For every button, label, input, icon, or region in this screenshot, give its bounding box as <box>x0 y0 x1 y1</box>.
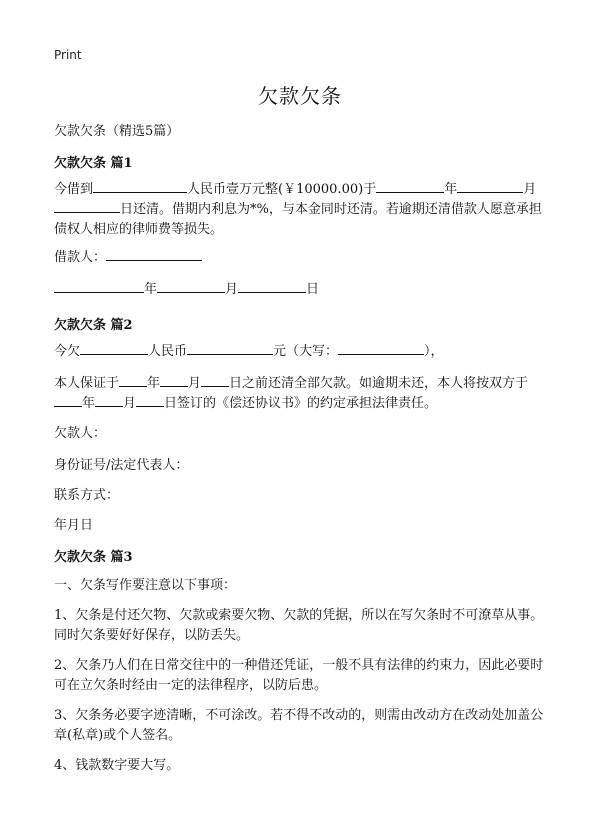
section-heading-2: 欠款欠条 篇2 <box>54 318 133 333</box>
text-segment: 人民币 <box>148 344 188 359</box>
section-3-intro: 一、欠条写作要注意以下事项： <box>54 578 237 593</box>
section-2-paragraph-2 <box>54 374 549 414</box>
text-segment: 今欠 <box>54 344 81 359</box>
fill-blank <box>119 374 147 387</box>
text-segment: 年 <box>444 182 458 197</box>
fill-blank <box>187 342 273 355</box>
text-segment: 月 <box>188 376 202 391</box>
fill-blank <box>457 180 523 193</box>
fill-blank <box>93 180 187 193</box>
date-month: 月 <box>225 282 239 297</box>
text-segment: 月 <box>123 396 137 411</box>
fill-blank <box>80 342 148 355</box>
date-day: 日 <box>306 282 320 297</box>
document-title: 欠款欠条 <box>258 84 342 108</box>
date-label: 年月日 <box>54 518 94 533</box>
list-item: 2、欠条乃人们在日常交往中的一种借还凭证，一般不具有法律的约束力，因此必要时可在立欠条时经由一定的法律程序，以防后患。 <box>54 658 544 693</box>
fill-blank <box>54 280 144 293</box>
text-segment: 日还清。借期内利息为*%，与本金同时还清。若逾期还清借款人愿意承担债权人相应的律师费等损失。 <box>54 202 542 237</box>
borrower-line <box>54 248 549 268</box>
fill-blank <box>238 280 306 293</box>
text-segment: ）， <box>424 344 444 359</box>
print-link[interactable]: Print <box>54 48 82 62</box>
section-2-paragraph-1 <box>54 342 549 362</box>
date-line-1 <box>54 280 549 300</box>
fill-blank <box>201 374 229 387</box>
text-segment: 月 <box>523 182 537 197</box>
list-item: 1、欠条是付还欠物、欠款或索要欠物、欠款的凭据，所以在写欠条时不可潦草从事。同时欠条要好好保存，以防丢失。 <box>54 608 544 643</box>
fill-blank <box>338 342 424 355</box>
fill-blank <box>376 180 444 193</box>
section-heading-3: 欠款欠条 篇3 <box>54 550 133 565</box>
fill-blank <box>54 394 82 407</box>
text-segment: 本人保证于 <box>54 376 120 391</box>
section-1-paragraph <box>54 180 549 240</box>
fill-blank <box>160 374 188 387</box>
document-subtitle: 欠款欠条（精选5篇） <box>54 124 180 139</box>
fill-blank <box>95 394 123 407</box>
text-segment: 人民币壹万元整(￥10000.00)于 <box>187 182 377 197</box>
section-heading-1: 欠款欠条 篇1 <box>54 156 133 171</box>
text-segment: 年 <box>147 376 161 391</box>
fill-blank <box>157 280 225 293</box>
borrower-label: 借款人： <box>54 250 107 265</box>
list-item: 4、钱款数字要大写。 <box>54 758 180 773</box>
fill-blank <box>54 200 120 213</box>
contact-label: 联系方式： <box>54 488 120 503</box>
id-label: 身份证号/法定代表人： <box>54 458 189 473</box>
text-segment: 年 <box>82 396 96 411</box>
date-year: 年 <box>144 282 158 297</box>
list-item: 3、欠条务必要字迹清晰，不可涂改。若不得不改动的，则需由改动方在改动处加盖公章(私章)或个人签名。 <box>54 708 544 743</box>
text-segment: 元（大写： <box>273 344 339 359</box>
text-segment: 今借到 <box>54 182 94 197</box>
fill-blank <box>136 394 164 407</box>
debtor-label: 欠款人： <box>54 426 107 441</box>
fill-blank <box>106 248 202 261</box>
text-segment: 日签订的《偿还协议书》的约定承担法律责任。 <box>164 396 438 411</box>
text-segment: 日之前还清全部欠款。如逾期未还，本人将按双方于 <box>229 376 529 391</box>
